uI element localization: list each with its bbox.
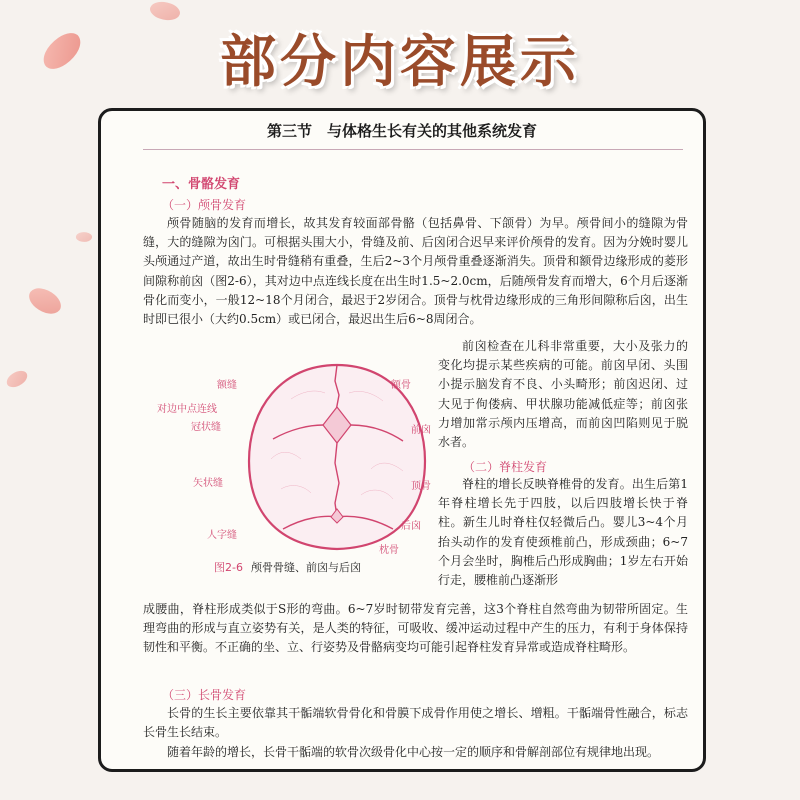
label-anterior-fontanelle: 前囟 [411,425,431,436]
heading-bone-development: 一、骨骼发育 [162,177,241,192]
paragraph-long-bone: 长骨的生长主要依靠其干骺端软骨骨化和骨膜下成骨作用使之增长、增粗。干骺端骨性融合，标志长骨生长结束。 [143,706,688,740]
petal-decoration [25,282,65,321]
paragraph-ossification: 随着年龄的增长，长骨干骺端的软骨次级骨化中心按一定的顺序和骨解剖部位有规律地出现。 [167,745,660,759]
paragraph-skull: 颅骨随脑的发育而增长，故其发育较面部骨骼（包括鼻骨、下颌骨）为早。颅骨间小的缝隙为骨缝，大的缝隙为囟门。可根据头围大小，骨缝及前、后囟闭合迟早来评价颅骨的发育。因为分娩时婴儿头颅通过产道，故出生时骨缝稍有重叠，生后2~3个月颅骨重叠逐渐消失。顶骨和额骨边缘形成的菱形间隙称前囟（图2-6），其对边中点连线长度在出生时1.5~2.0cm，后随颅骨发育而增大，6个月后逐渐骨化而变小，一般12~18个月闭合，最迟于2岁闭合。顶骨与枕骨边缘形成的三角形间隙称后囟，出生时即已很小（大约0.5cm）或已闭合，最迟出生后6~8周闭合。 [143,216,688,327]
paragraph-spine: 脊柱的增长反映脊椎骨的发育。出生后第1年脊柱增长先于四肢，以后四肢增长快于脊柱。新生儿时脊柱仅轻微后凸。婴儿3~4个月抬头动作的发育使颈椎前凸，形成颈曲；6~7个月会坐时，胸椎后凸形成胸曲；1岁左右开始行走，腰椎前凸逐渐形 [438,477,688,588]
label-frontal-suture: 额缝 [217,380,237,391]
label-posterior-fontanelle: 后囟 [401,521,421,532]
label-frontal-bone: 额骨 [391,380,411,391]
subheading-skull: （一）颅骨发育 [162,198,247,212]
subheading-spine: （二）脊柱发育 [463,460,548,474]
banner-title: 部分内容展示 [220,30,580,95]
petal-decoration [75,231,92,244]
petal-decoration [4,369,29,390]
label-midpoint-line: 对边中点连线 [157,404,217,415]
label-sagittal-suture: 矢状缝 [193,478,223,489]
paragraph-fontanelle: 前囟检查在儿科非常重要，大小及张力的变化均提示某些疾病的可能。前囟早闭、头围小提示脑发育不良、小头畸形；前囟迟闭、过大见于佝偻病、甲状腺功能减低症等；前囟张力增加常示颅内压增高，而前囟凹陷则见于脱水者。 [438,339,688,450]
subheading-long-bone: （三）长骨发育 [162,688,247,702]
label-occipital-bone: 枕骨 [379,545,399,556]
label-parietal-bone: 顶骨 [411,481,431,492]
divider [143,149,683,150]
figure-caption [214,559,361,575]
book-page [98,108,706,772]
section-title: 第三节 与体格生长有关的其他系统发育 [266,122,537,140]
label-coronal-suture: 冠状缝 [191,422,221,433]
figure-number: 图2-6 [214,561,243,574]
figure-caption-text: 颅骨骨缝、前囟与后囟 [250,561,361,574]
paragraph-spine-cont: 成腰曲，脊柱形成类似于S形的弯曲。6~7岁时韧带发育完善，这3个脊柱自然弯曲为韧带所固定。生理弯曲的形成与直立姿势有关，是人类的特征，可吸收、缓冲运动过程中产生的压力，有利于身体保持韧性和平衡。不正确的坐、立、行姿势及骨骼病变均可能引起脊柱发育异常或造成脊柱畸形。 [143,602,688,655]
label-lambdoid-suture: 人字缝 [207,530,237,541]
